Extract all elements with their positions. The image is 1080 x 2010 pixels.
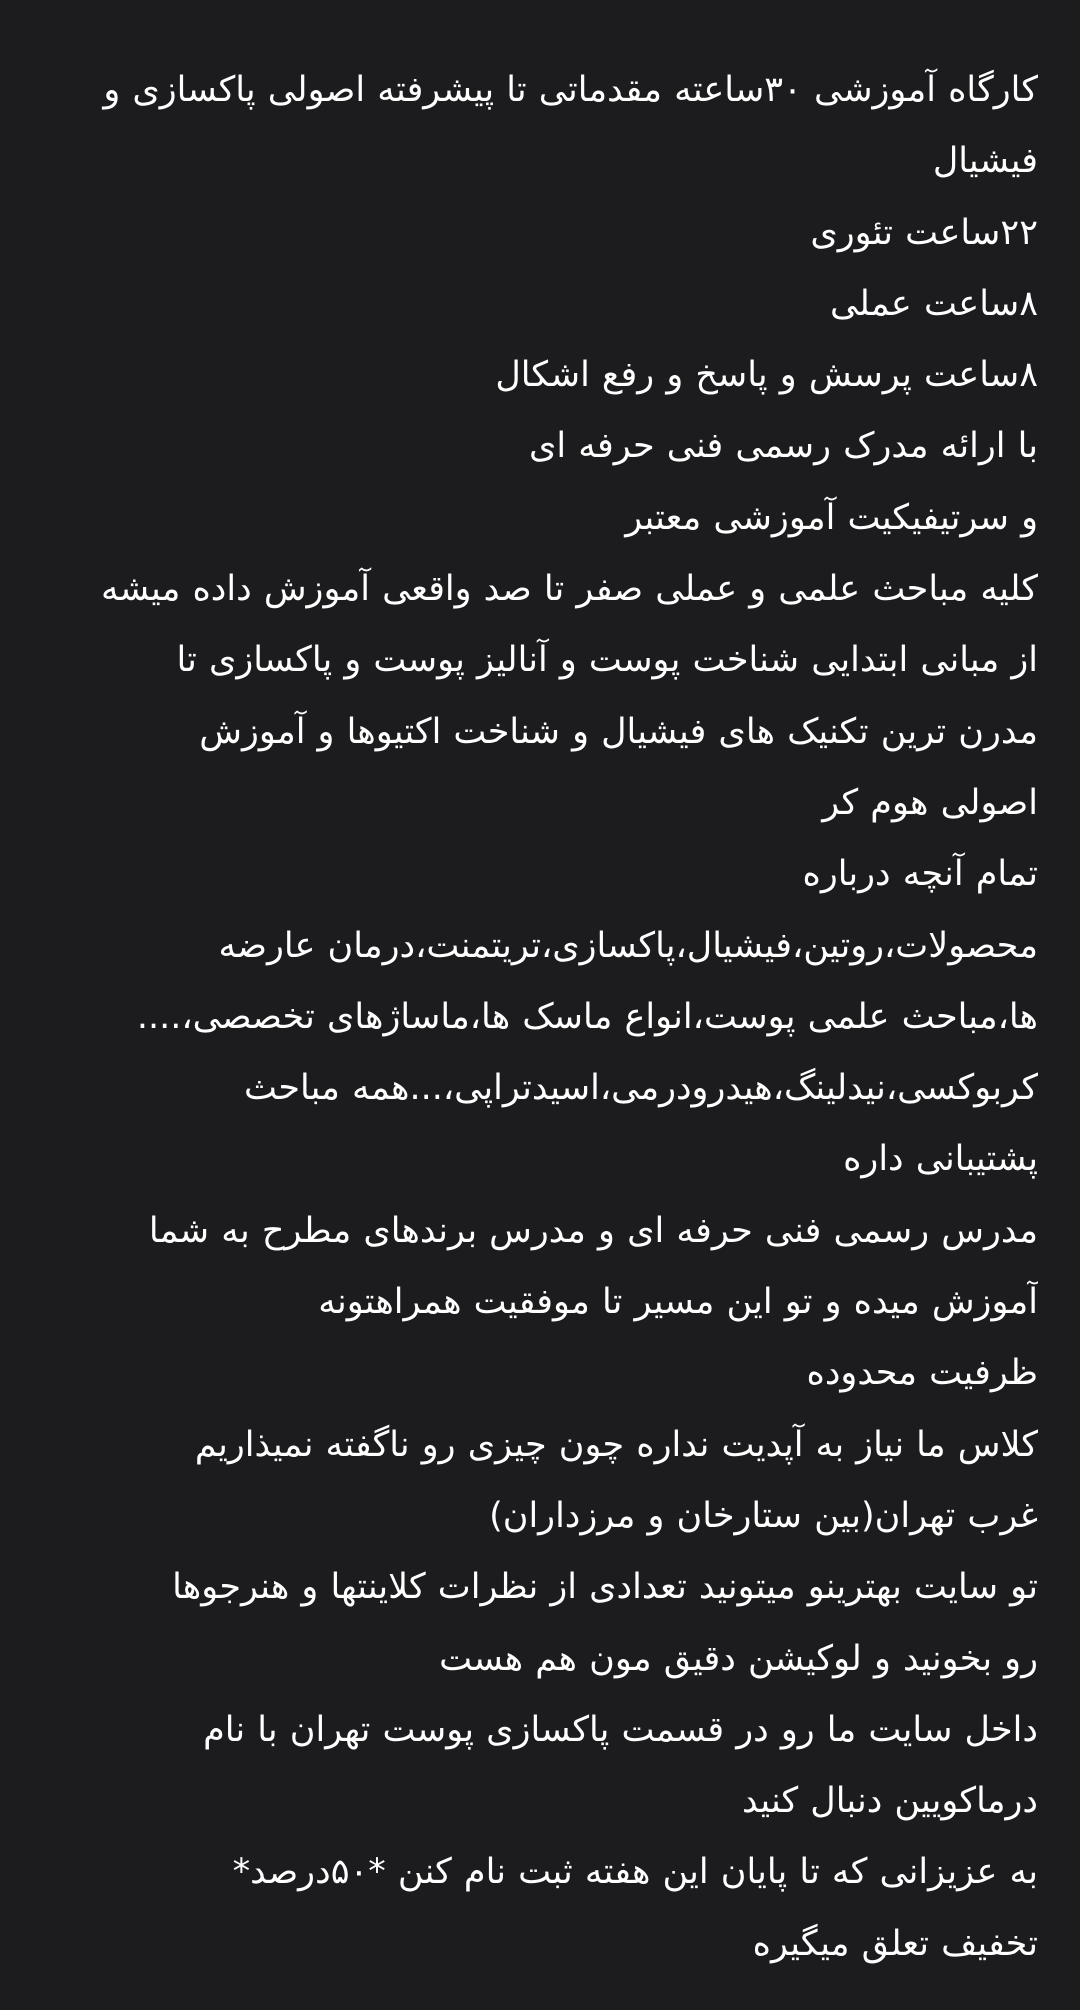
post-line-16: پشتیبانی داره (843, 1139, 1038, 1180)
post-line-18: آموزش میده و تو این مسیر تا موفقیت همراهتونه (318, 1282, 1038, 1323)
post-line-20: کلاس ما نیاز به آپدیت نداره چون چیزی رو ناگفته نمیذاریم (194, 1424, 1038, 1465)
post-line-21: غرب تهران(بین ستارخان و مرزداران) (489, 1495, 1038, 1536)
post-line-27: تخفیف تعلق میگیره (752, 1923, 1038, 1964)
post-line-7: و سرتیفیکیت آموزشی معتبر (625, 497, 1038, 538)
post-line-14: ها،مباحث علمی پوست،انواع ماسک ها،ماساژهای تخصصی،.... (136, 996, 1038, 1037)
post-line-1: کارگاه آموزشی ۳۰ساعته مقدماتی تا پیشرفته اصولی پاکسازی و (103, 70, 1038, 110)
post-line-22: تو سایت بهترینو میتونید تعدادی از نظرات کلاینتها و هنرجوها (172, 1567, 1038, 1608)
post-line-3: ۲۲ساعت تئوری (810, 212, 1038, 253)
post-line-13: محصولات،روتین،فیشیال،پاکسازی،تریتمنت،درمان عارضه (218, 925, 1038, 966)
post-line-2: فیشیال (932, 141, 1038, 182)
post-line-6: با ارائه مدرک رسمی فنی حرفه ای (528, 426, 1038, 467)
post-line-5: ۸ساعت پرسش و پاسخ و رفع اشکال (495, 355, 1038, 396)
post-line-19: ظرفیت محدوده (806, 1353, 1038, 1394)
post-line-8: کلیه مباحث علمی و عملی صفر تا صد واقعی آموزش داده میشه (101, 569, 1038, 610)
post-line-4: ۸ساعت عملی (829, 283, 1038, 324)
post-line-11: اصولی هوم کر (822, 782, 1038, 823)
post-line-17: مدرس رسمی فنی حرفه ای و مدرس برندهای مطرح به شما (148, 1210, 1038, 1251)
post-line-23: رو بخونید و لوکیشن دقیق مون هم هست (439, 1638, 1038, 1679)
post-line-9: از مبانی ابتدایی شناخت پوست و آنالیز پوست و پاکسازی تا (176, 640, 1038, 681)
post-body-text (38, 55, 1038, 1980)
post-line-12: تمام آنچه درباره (802, 854, 1038, 895)
post-line-24: داخل سایت ما رو در قسمت پاکسازی پوست تهران با نام (203, 1709, 1038, 1750)
post-line-15: کربوکسی،نیدلینگ،هیدرودرمی،اسیدتراپی،...همه مباحث (243, 1068, 1038, 1109)
post-line-10: مدرن ترین تکنیک های فیشیال و شناخت اکتیوها و آموزش (199, 711, 1038, 752)
post-line-26: به عزیزانی که تا پایان این هفته ثبت نام کنن *۵۰درصد* (232, 1852, 1038, 1893)
post-line-25: درماکویین دنبال کنید (742, 1781, 1038, 1822)
